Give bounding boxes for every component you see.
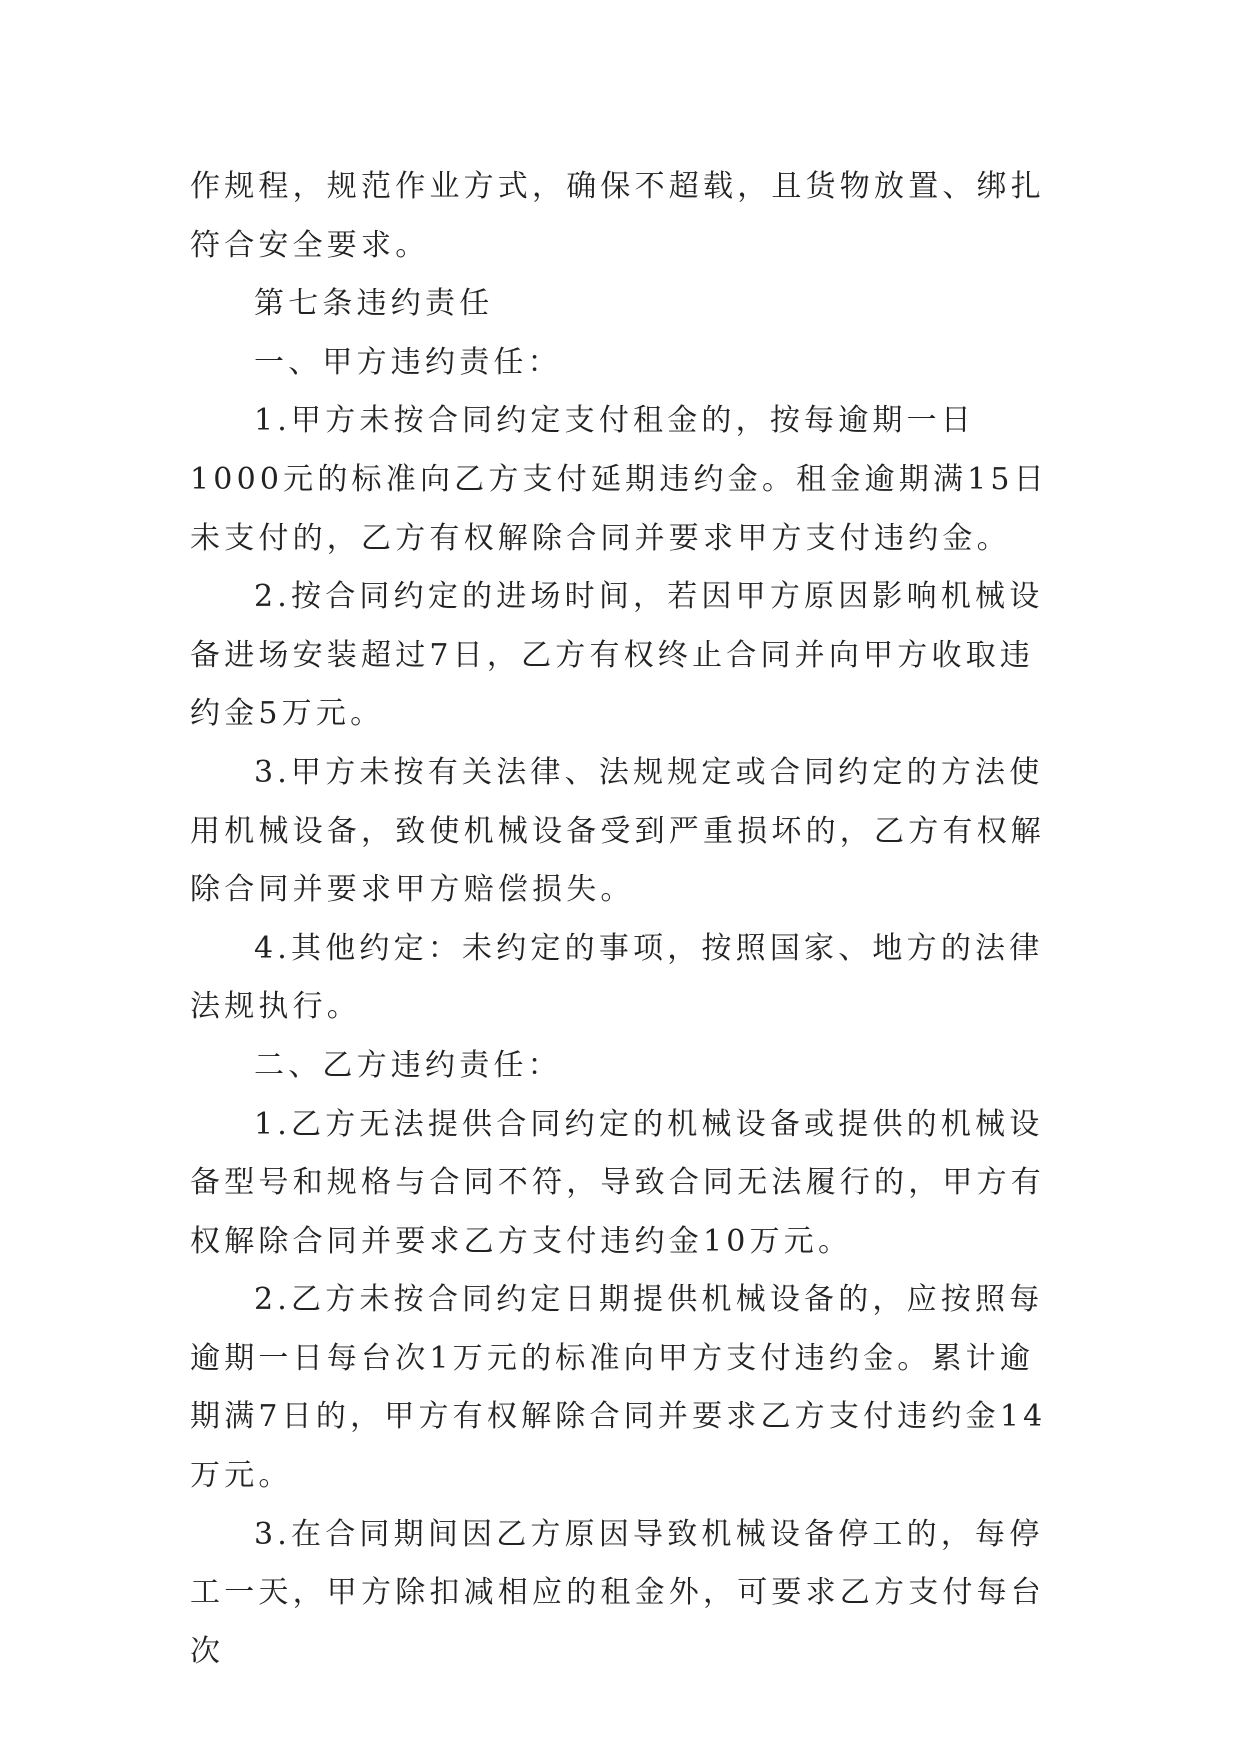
section-heading-party-b: 二、乙方违约责任： (254, 1047, 562, 1083)
clause-a-2: 2.按合同约定的进场时间，若因甲方原因影响机械设备进场安装超过7日，乙方有权终止合同并向甲方收取违约金5万元。 (190, 579, 1044, 732)
document-body (190, 158, 1050, 1681)
clause-b-1: 1.乙方无法提供合同约定的机械设备或提供的机械设备型号和规格与合同不符，导致合同无法履行的，甲方有权解除合同并要求乙方支付违约金10万元。 (190, 1106, 1045, 1259)
clause-a-4: 4.其他约定：未约定的事项，按照国家、地方的法律法规执行。 (190, 930, 1044, 1025)
clause-b-2: 2.乙方未按合同约定日期提供机械设备的，应按照每逾期一日每台次1万元的标准向甲方支付违约金。累计逾期满7日的，甲方有权解除合同并要求乙方支付违约金14万元。 (190, 1282, 1047, 1494)
paragraph-continuation: 作规程，规范作业方式，确保不超载，且货物放置、绑扎符合安全要求。 (190, 169, 1045, 263)
clause-a-1: 1.甲方未按合同约定支付租金的，按每逾期一日1000元的标准向乙方支付延期违约金。租金逾期满15日未支付的，乙方有权解除合同并要求甲方支付违约金。 (190, 403, 1048, 556)
article-heading: 第七条违约责任 (254, 286, 494, 322)
clause-a-3: 3.甲方未按有关法律、法规规定或合同约定的方法使用机械设备，致使机械设备受到严重损坏的，乙方有权解除合同并要求甲方赔偿损失。 (190, 754, 1045, 908)
section-heading-party-a: 一、甲方违约责任： (254, 344, 562, 380)
clause-b-3: 3.在合同期间因乙方原因导致机械设备停工的，每停工一天，甲方除扣减相应的租金外，可要求乙方支付每台次 (190, 1516, 1045, 1669)
